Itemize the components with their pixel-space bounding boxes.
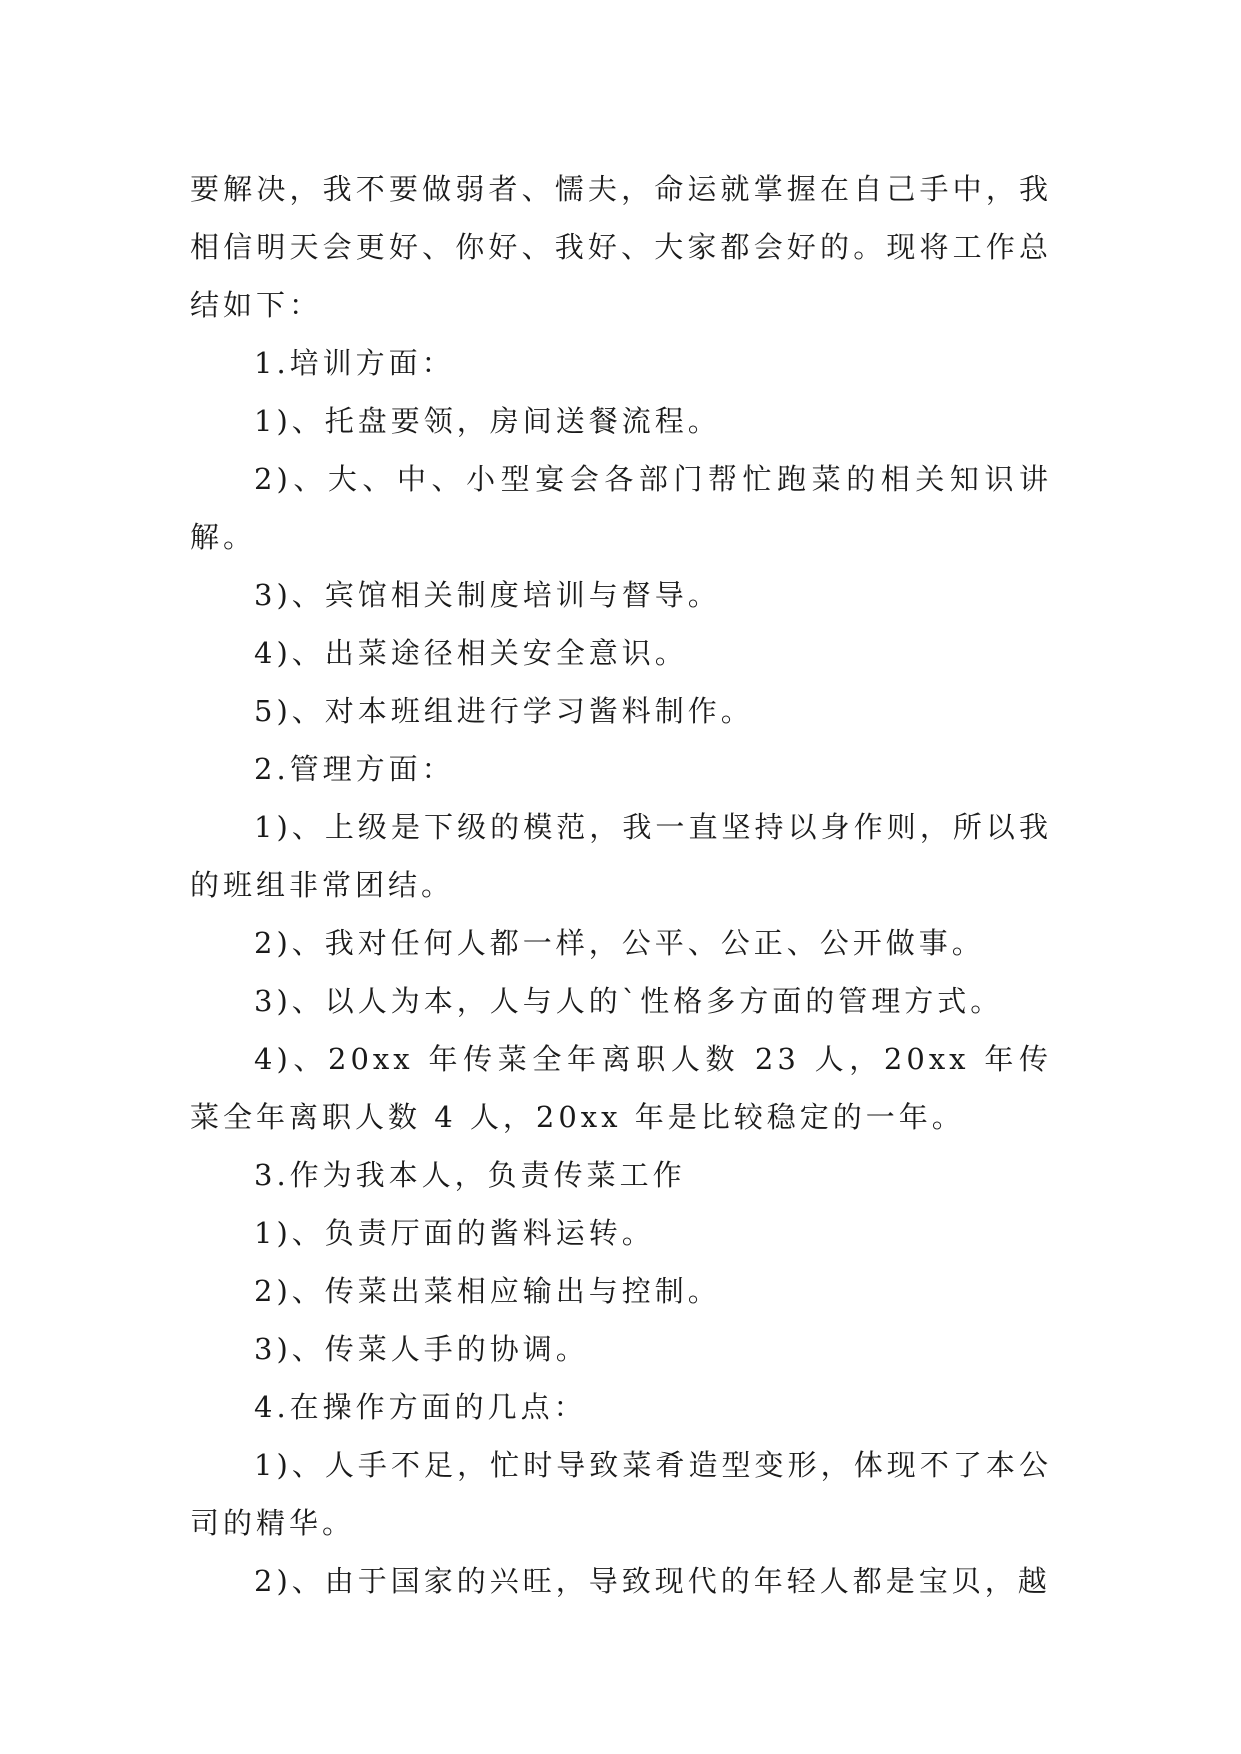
list-item: 2)、大、中、小型宴会各部门帮忙跑菜的相关知识讲解。 [190, 462, 1052, 554]
heading-operations: 4.在操作方面的几点： [254, 1390, 587, 1424]
document-body [190, 160, 1052, 1610]
list-item: 1)、负责厅面的酱料运转。 [254, 1216, 655, 1250]
heading-training: 1.培训方面： [254, 346, 455, 380]
list-item: 1)、人手不足，忙时导致菜肴造型变形，体现不了本公司的精华。 [190, 1448, 1052, 1540]
list-item: 1)、上级是下级的模范，我一直坚持以身作则，所以我的班组非常团结。 [190, 810, 1052, 902]
list-item: 3)、以人为本，人与人的`性格多方面的管理方式。 [254, 984, 1004, 1018]
paragraph-intro: 要解决，我不要做弱者、懦夫，命运就掌握在自己手中，我相信明天会更好、你好、我好、大家都会好的。现将工作总结如下： [190, 172, 1052, 322]
list-item: 4)、20xx 年传菜全年离职人数 23 人，20xx 年传菜全年离职人数 4 人，20xx 年是比较稳定的一年。 [190, 1042, 1052, 1134]
list-item: 2)、由于国家的兴旺，导致现代的年轻人都是宝贝，越 [254, 1564, 1051, 1598]
list-item: 4)、出菜途径相关安全意识。 [254, 636, 688, 670]
heading-management: 2.管理方面： [254, 752, 455, 786]
list-item: 3)、宾馆相关制度培训与督导。 [254, 578, 721, 612]
list-item: 3)、传菜人手的协调。 [254, 1332, 589, 1366]
heading-personal-role: 3.作为我本人，负责传菜工作 [254, 1158, 686, 1192]
list-item: 5)、对本班组进行学习酱料制作。 [254, 694, 754, 728]
list-item: 1)、托盘要领，房间送餐流程。 [254, 404, 721, 438]
list-item: 2)、传菜出菜相应输出与控制。 [254, 1274, 721, 1308]
list-item: 2)、我对任何人都一样，公平、公正、公开做事。 [254, 926, 985, 960]
